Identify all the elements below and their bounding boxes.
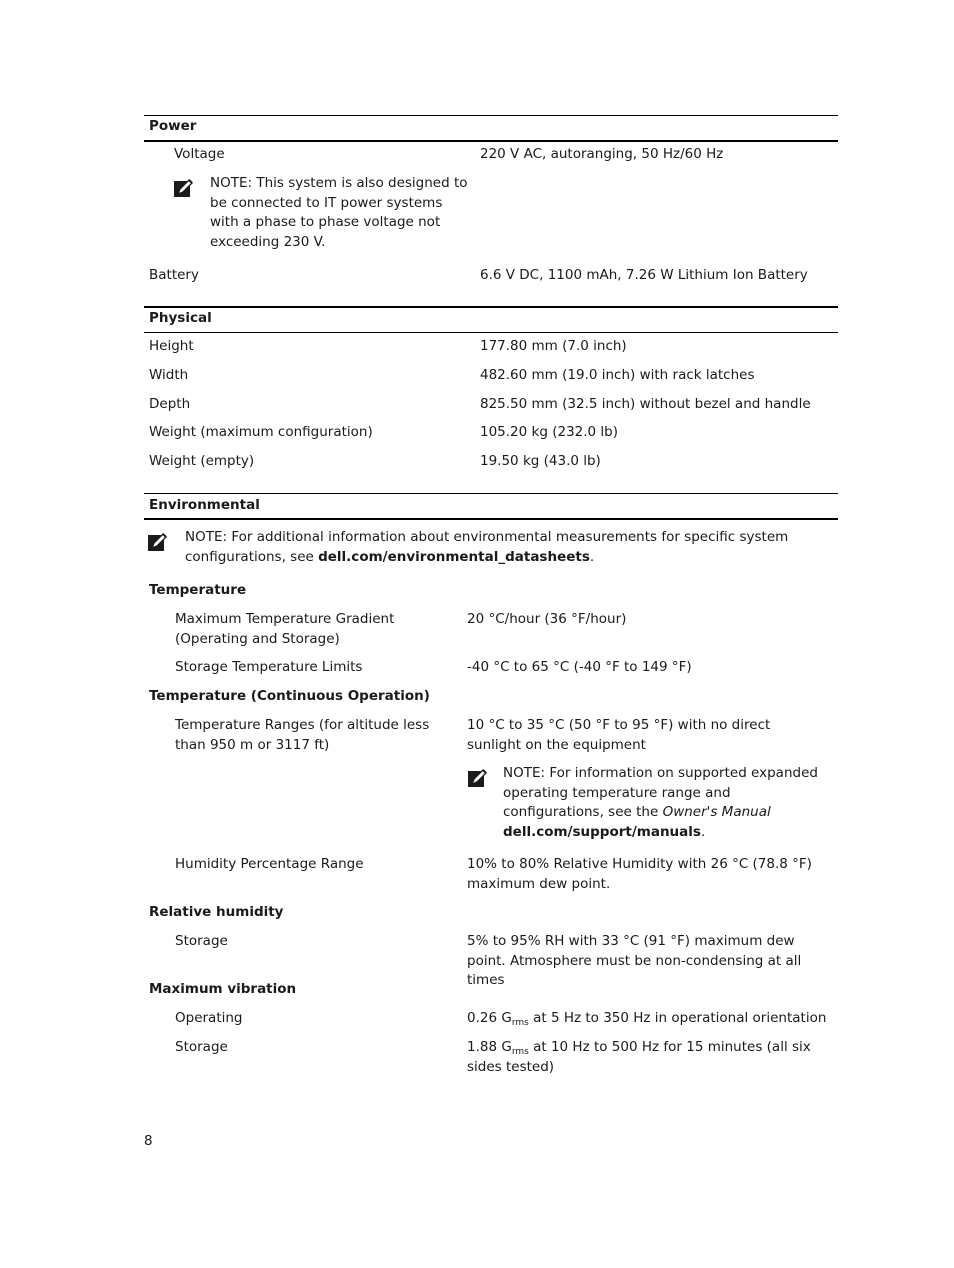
power-top-rule	[144, 115, 838, 116]
relative-humidity-heading: Relative humidity	[149, 904, 284, 920]
depth-label: Depth	[149, 396, 191, 412]
temp-storage-label: Storage Temperature Limits	[175, 659, 363, 675]
note-pencil-icon	[467, 767, 489, 789]
env-note-text: For additional information about environmental measurements for specific system configurations, see	[185, 529, 789, 565]
width-label: Width	[149, 367, 189, 383]
environmental-header-rule	[144, 518, 838, 520]
vibration-operating-label: Operating	[175, 1010, 243, 1026]
voltage-value: 220 V AC, autoranging, 50 Hz/60 Hz	[480, 146, 724, 162]
voltage-label: Voltage	[174, 146, 225, 162]
humidity-range-label: Humidity Percentage Range	[175, 856, 364, 872]
temp-gradient-label: Maximum Temperature Gradient (Operating and Storage)	[175, 611, 395, 647]
physical-header-rule	[144, 332, 838, 333]
environmental-heading: Environmental	[149, 497, 260, 513]
weight-empty-label: Weight (empty)	[149, 453, 255, 469]
battery-value: 6.6 V DC, 1100 mAh, 7.26 W Lithium Ion Battery	[480, 267, 808, 283]
vib-st-sub: rms	[511, 1047, 529, 1057]
power-note-text: This system is also designed to be connected to IT power systems with a phase to phase voltage not exceeding 230 V.	[210, 175, 468, 250]
battery-label: Battery	[149, 267, 199, 283]
max-vibration-heading: Maximum vibration	[149, 981, 297, 997]
power-note-prefix: NOTE:	[210, 175, 253, 191]
physical-top-rule	[144, 306, 838, 308]
physical-heading: Physical	[149, 310, 212, 326]
cont-note-text: For information on supported expanded operating temperature range and configurations, see the	[503, 765, 818, 820]
vibration-operating-value	[467, 1009, 832, 1029]
temp-gradient-value: 20 °C/hour (36 °F/hour)	[467, 611, 627, 627]
weight-max-label: Weight (maximum configuration)	[149, 424, 373, 440]
env-datasheets-link[interactable]: dell.com/environmental_datasheets	[318, 548, 590, 565]
power-heading: Power	[149, 118, 197, 134]
environmental-top-rule	[144, 493, 838, 494]
rh-storage-label: Storage	[175, 933, 228, 949]
continuous-note	[503, 764, 831, 842]
weight-max-value: 105.20 kg (232.0 lb)	[480, 424, 618, 440]
temp-storage-value: -40 °C to 65 °C (-40 °F to 149 °F)	[467, 659, 692, 675]
height-label: Height	[149, 338, 194, 354]
weight-empty-value: 19.50 kg (43.0 lb)	[480, 453, 601, 469]
vibration-storage-value	[467, 1038, 837, 1077]
humidity-range-value: 10% to 80% Relative Humidity with 26 °C (78.8 °F) maximum dew point.	[467, 856, 812, 892]
temperature-heading: Temperature	[149, 582, 247, 598]
vib-st-post: at 10 Hz to 500 Hz for 15 minutes (all six sides tested)	[467, 1039, 811, 1075]
page-number: 8	[144, 1133, 153, 1149]
note-pencil-icon	[173, 177, 195, 199]
width-value: 482.60 mm (19.0 inch) with rack latches	[480, 367, 755, 383]
cont-note-prefix: NOTE:	[503, 765, 546, 781]
power-header-rule	[144, 140, 838, 142]
depth-value: 825.50 mm (32.5 inch) without bezel and handle	[480, 396, 811, 412]
support-manuals-link[interactable]: dell.com/support/manuals	[503, 823, 701, 840]
height-value: 177.80 mm (7.0 inch)	[480, 338, 627, 354]
vibration-storage-label: Storage	[175, 1039, 228, 1055]
env-note-end: .	[589, 548, 595, 565]
continuous-operation-heading: Temperature (Continuous Operation)	[149, 688, 430, 704]
owners-manual-title: Owner's Manual	[662, 804, 771, 820]
env-note-prefix: NOTE:	[185, 529, 228, 545]
power-note	[210, 174, 475, 252]
vib-st-pre: 1.88 G	[467, 1039, 512, 1055]
temp-ranges-value: 10 °C to 35 °C (50 °F to 95 °F) with no direct sunlight on the equipment	[467, 717, 771, 753]
vib-op-pre: 0.26 G	[467, 1010, 512, 1026]
vib-op-post: at 5 Hz to 350 Hz in operational orientation	[528, 1010, 827, 1026]
note-pencil-icon	[147, 531, 169, 553]
temp-ranges-label: Temperature Ranges (for altitude less than 950 m or 3117 ft)	[175, 717, 430, 753]
vib-op-sub: rms	[511, 1018, 529, 1028]
rh-storage-value: 5% to 95% RH with 33 °C (91 °F) maximum dew point. Atmosphere must be non-condensing at all times	[467, 933, 802, 988]
cont-note-end: .	[700, 823, 706, 840]
environmental-note	[185, 528, 825, 567]
